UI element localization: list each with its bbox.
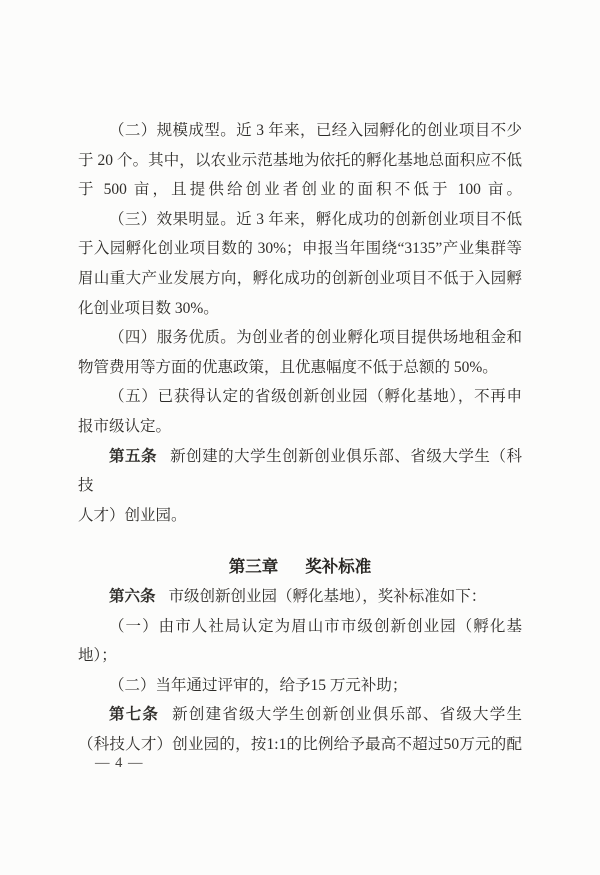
- line-text: 人才）创业园。: [78, 506, 187, 524]
- text-line: [78, 382, 522, 412]
- text-line: [78, 264, 522, 294]
- line-text: （一）由市人社局认定为眉山市市级创新创业园（孵化基: [109, 617, 522, 635]
- text-line: [78, 501, 522, 531]
- text-line: [78, 582, 522, 612]
- line-text: 市级创新创业园（孵化基地），奖补标准如下：: [168, 587, 487, 605]
- line-text: 眉山重大产业发展方向，孵化成功的创新创业项目不低于入园孵: [78, 269, 522, 287]
- article-number-label: 第六条: [109, 587, 156, 605]
- line-text: （四）服务优质。为创业者的创业孵化项目提供场地租金和: [109, 329, 522, 347]
- line-text: （二）规模成型。近 3 年来，已经入园孵化的创业项目不少: [109, 122, 522, 139]
- line-text: 于 20 个。其中，以农业示范基地为依托的孵化基地总面积应不低: [78, 151, 522, 169]
- line-text: 于 500 亩，且提供给创业者创业的面积不低于 100 亩。: [78, 181, 522, 199]
- text-line: [78, 175, 522, 205]
- text-line: [78, 146, 522, 176]
- article-number-label: 第七条: [109, 706, 160, 724]
- line-text: 新创建的大学生创新创业俱乐部、省级大学生（科技: [78, 447, 522, 495]
- text-line: [78, 671, 522, 701]
- line-text: （二）当年通过评审的，给予15 万元补助；: [109, 676, 408, 694]
- chapter-number: 第三章: [228, 557, 279, 577]
- text-line: [78, 700, 522, 730]
- line-text: 新创建省级大学生创新创业俱乐部、省级大学生: [172, 706, 522, 724]
- text-line: [78, 116, 522, 146]
- text-line: [78, 730, 522, 760]
- text-line: [78, 612, 522, 642]
- line-text: （三）效果明显。近 3 年来，孵化成功的创新创业项目不低: [109, 210, 522, 228]
- chapter-title: 奖补标准: [305, 557, 372, 577]
- text-line: [78, 353, 522, 383]
- text-line: [78, 641, 522, 671]
- line-text: 于入园孵化创业项目数的 30%；申报当年围绕“3135”产业集群等: [78, 240, 522, 258]
- page-number: — 4 —: [95, 755, 144, 771]
- line-text: 化创业项目数 30%。: [78, 299, 219, 317]
- line-text: 物管费用等方面的优惠政策，且优惠幅度不低于总额的 50%。: [78, 358, 498, 376]
- line-text: （五）已获得认定的省级创新创业园（孵化基地），不再申: [109, 388, 522, 406]
- text-line: [78, 205, 522, 235]
- line-text: 地）；: [78, 647, 117, 665]
- text-line: [78, 442, 522, 501]
- chapter-heading: [78, 552, 522, 582]
- line-text: 报市级认定。: [78, 417, 172, 435]
- document-body: [78, 116, 522, 759]
- text-line: [78, 234, 522, 264]
- line-text: （科技人才）创业园的，按1:1的比例给予最高不超过50万元的配: [78, 735, 522, 753]
- text-line: [78, 323, 522, 353]
- text-line: [78, 412, 522, 442]
- article-number-label: 第五条: [109, 447, 158, 465]
- text-line: [78, 294, 522, 324]
